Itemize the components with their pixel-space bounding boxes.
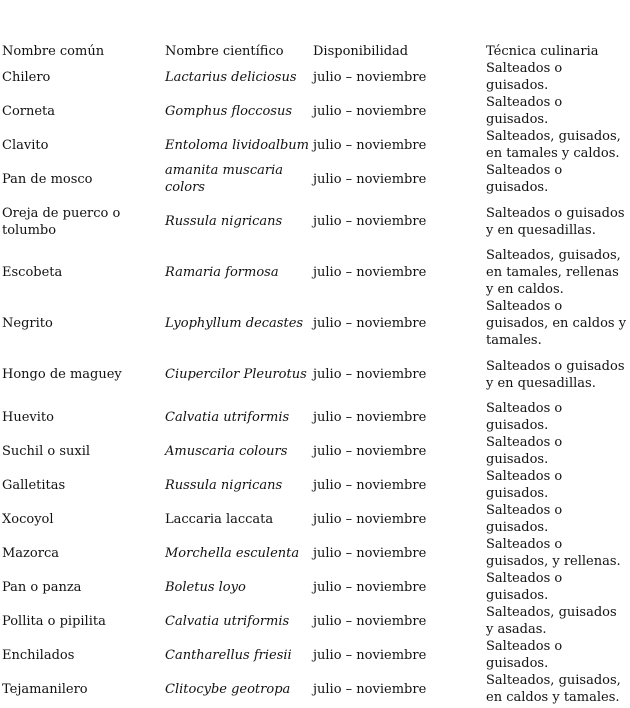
availability-cell: julio – noviembre bbox=[313, 137, 427, 153]
culinary-technique-cell: Salteados o guisados y en quesadillas. bbox=[486, 358, 625, 391]
table-header-row bbox=[2, 40, 628, 60]
table-row bbox=[2, 196, 628, 247]
header-scientific-name: Nombre científico bbox=[165, 44, 284, 59]
availability-cell: julio – noviembre bbox=[313, 443, 427, 459]
availability-cell: julio – noviembre bbox=[313, 103, 427, 119]
table-row bbox=[2, 570, 628, 604]
culinary-technique-cell: Salteados o guisados. bbox=[486, 401, 563, 433]
table-row bbox=[2, 60, 628, 94]
common-name-cell: Tejamanilero bbox=[2, 681, 88, 697]
scientific-name-cell: Lactarius deliciosus bbox=[165, 69, 297, 85]
culinary-technique-cell: Salteados o guisados, en caldos y tamales. bbox=[486, 299, 627, 348]
culinary-technique-cell: Salteados o guisados. bbox=[486, 95, 563, 127]
common-name-cell: Oreja de puerco o tolumbo bbox=[2, 205, 121, 238]
culinary-technique-cell: Salteados o guisados. bbox=[486, 61, 563, 93]
table-row bbox=[2, 638, 628, 672]
table-row bbox=[2, 94, 628, 128]
scientific-name-cell: Lyophyllum decastes bbox=[165, 316, 304, 331]
common-name-cell: Huevito bbox=[2, 409, 54, 425]
scientific-name-cell: Calvatia utriformis bbox=[165, 409, 290, 425]
table-row bbox=[2, 468, 628, 502]
common-name-cell: Galletitas bbox=[2, 477, 66, 493]
scientific-name-cell: Russula nigricans bbox=[165, 214, 283, 229]
table-row bbox=[2, 162, 628, 196]
scientific-name-cell: amanita muscaria colors bbox=[165, 163, 283, 195]
scientific-name-cell: Laccaria laccata bbox=[165, 511, 274, 527]
scientific-name-cell: Calvatia utriformis bbox=[165, 613, 290, 629]
availability-cell: julio – noviembre bbox=[313, 647, 427, 663]
table-row bbox=[2, 536, 628, 570]
table-row bbox=[2, 349, 628, 400]
table-row bbox=[2, 128, 628, 162]
availability-cell: julio – noviembre bbox=[313, 545, 427, 561]
culinary-technique-cell: Salteados o guisados. bbox=[486, 163, 563, 195]
common-name-cell: Mazorca bbox=[2, 545, 59, 561]
availability-cell: julio – noviembre bbox=[313, 171, 427, 187]
culinary-technique-cell: Salteados o guisados. bbox=[486, 469, 563, 501]
scientific-name-cell: Clitocybe geotropa bbox=[165, 681, 291, 697]
availability-cell: julio – noviembre bbox=[313, 69, 427, 85]
table-row bbox=[2, 604, 628, 638]
availability-cell: julio – noviembre bbox=[313, 511, 427, 527]
culinary-technique-cell: Salteados, guisados, en caldos y tamales. bbox=[486, 673, 621, 705]
availability-cell: julio – noviembre bbox=[313, 477, 427, 493]
common-name-cell: Hongo de maguey bbox=[2, 367, 122, 382]
culinary-technique-cell: Salteados, guisados, en tamales, rellenas y en caldos. bbox=[486, 248, 621, 297]
common-name-cell: Pollita o pipilita bbox=[2, 613, 106, 629]
availability-cell: julio – noviembre bbox=[313, 265, 427, 280]
availability-cell: julio – noviembre bbox=[313, 681, 427, 697]
common-name-cell: Corneta bbox=[2, 103, 56, 119]
common-name-cell: Escobeta bbox=[2, 265, 63, 280]
scientific-name-cell: Ramaria formosa bbox=[165, 265, 279, 280]
table-row bbox=[2, 298, 628, 349]
table-row bbox=[2, 502, 628, 536]
availability-cell: julio – noviembre bbox=[313, 613, 427, 629]
common-name-cell: Pan o panza bbox=[2, 579, 82, 595]
culinary-technique-cell: Salteados o guisados, y rellenas. bbox=[486, 537, 621, 569]
availability-cell: julio – noviembre bbox=[313, 316, 427, 331]
culinary-technique-cell: Salteados o guisados. bbox=[486, 639, 563, 671]
common-name-cell: Xocoyol bbox=[2, 511, 54, 527]
common-name-cell: Pan de mosco bbox=[2, 171, 93, 187]
common-name-cell: Suchil o suxil bbox=[2, 443, 91, 459]
scientific-name-cell: Ciupercilor Pleurotus bbox=[165, 367, 307, 382]
scientific-name-cell: Amuscaria colours bbox=[165, 443, 288, 459]
table-row bbox=[2, 400, 628, 434]
scientific-name-cell: Entoloma lividoalbum bbox=[165, 137, 310, 153]
common-name-cell: Chilero bbox=[2, 69, 51, 85]
mushroom-table bbox=[2, 40, 628, 706]
header-culinary-technique: Técnica culinaria bbox=[486, 44, 599, 59]
header-common-name: Nombre común bbox=[2, 44, 105, 59]
table-row bbox=[2, 672, 628, 706]
culinary-technique-cell: Salteados, guisados, en tamales y caldos. bbox=[486, 129, 621, 161]
scientific-name-cell: Boletus loyo bbox=[165, 579, 246, 595]
scientific-name-cell: Gomphus floccosus bbox=[165, 103, 293, 119]
culinary-technique-cell: Salteados o guisados. bbox=[486, 571, 563, 603]
common-name-cell: Enchilados bbox=[2, 647, 75, 663]
header-availability: Disponibilidad bbox=[313, 44, 409, 59]
table-row bbox=[2, 434, 628, 468]
scientific-name-cell: Cantharellus friesii bbox=[165, 647, 292, 663]
culinary-technique-cell: Salteados o guisados. bbox=[486, 503, 563, 535]
culinary-technique-cell: Salteados, guisados y asadas. bbox=[486, 605, 617, 637]
common-name-cell: Clavito bbox=[2, 137, 49, 153]
scientific-name-cell: Russula nigricans bbox=[165, 477, 283, 493]
culinary-technique-cell: Salteados o guisados. bbox=[486, 435, 563, 467]
table-row bbox=[2, 247, 628, 298]
culinary-technique-cell: Salteados o guisados y en quesadillas. bbox=[486, 205, 625, 238]
availability-cell: julio – noviembre bbox=[313, 579, 427, 595]
availability-cell: julio – noviembre bbox=[313, 214, 427, 229]
scientific-name-cell: Morchella esculenta bbox=[165, 545, 300, 561]
availability-cell: julio – noviembre bbox=[313, 409, 427, 425]
common-name-cell: Negrito bbox=[2, 316, 53, 331]
availability-cell: julio – noviembre bbox=[313, 367, 427, 382]
